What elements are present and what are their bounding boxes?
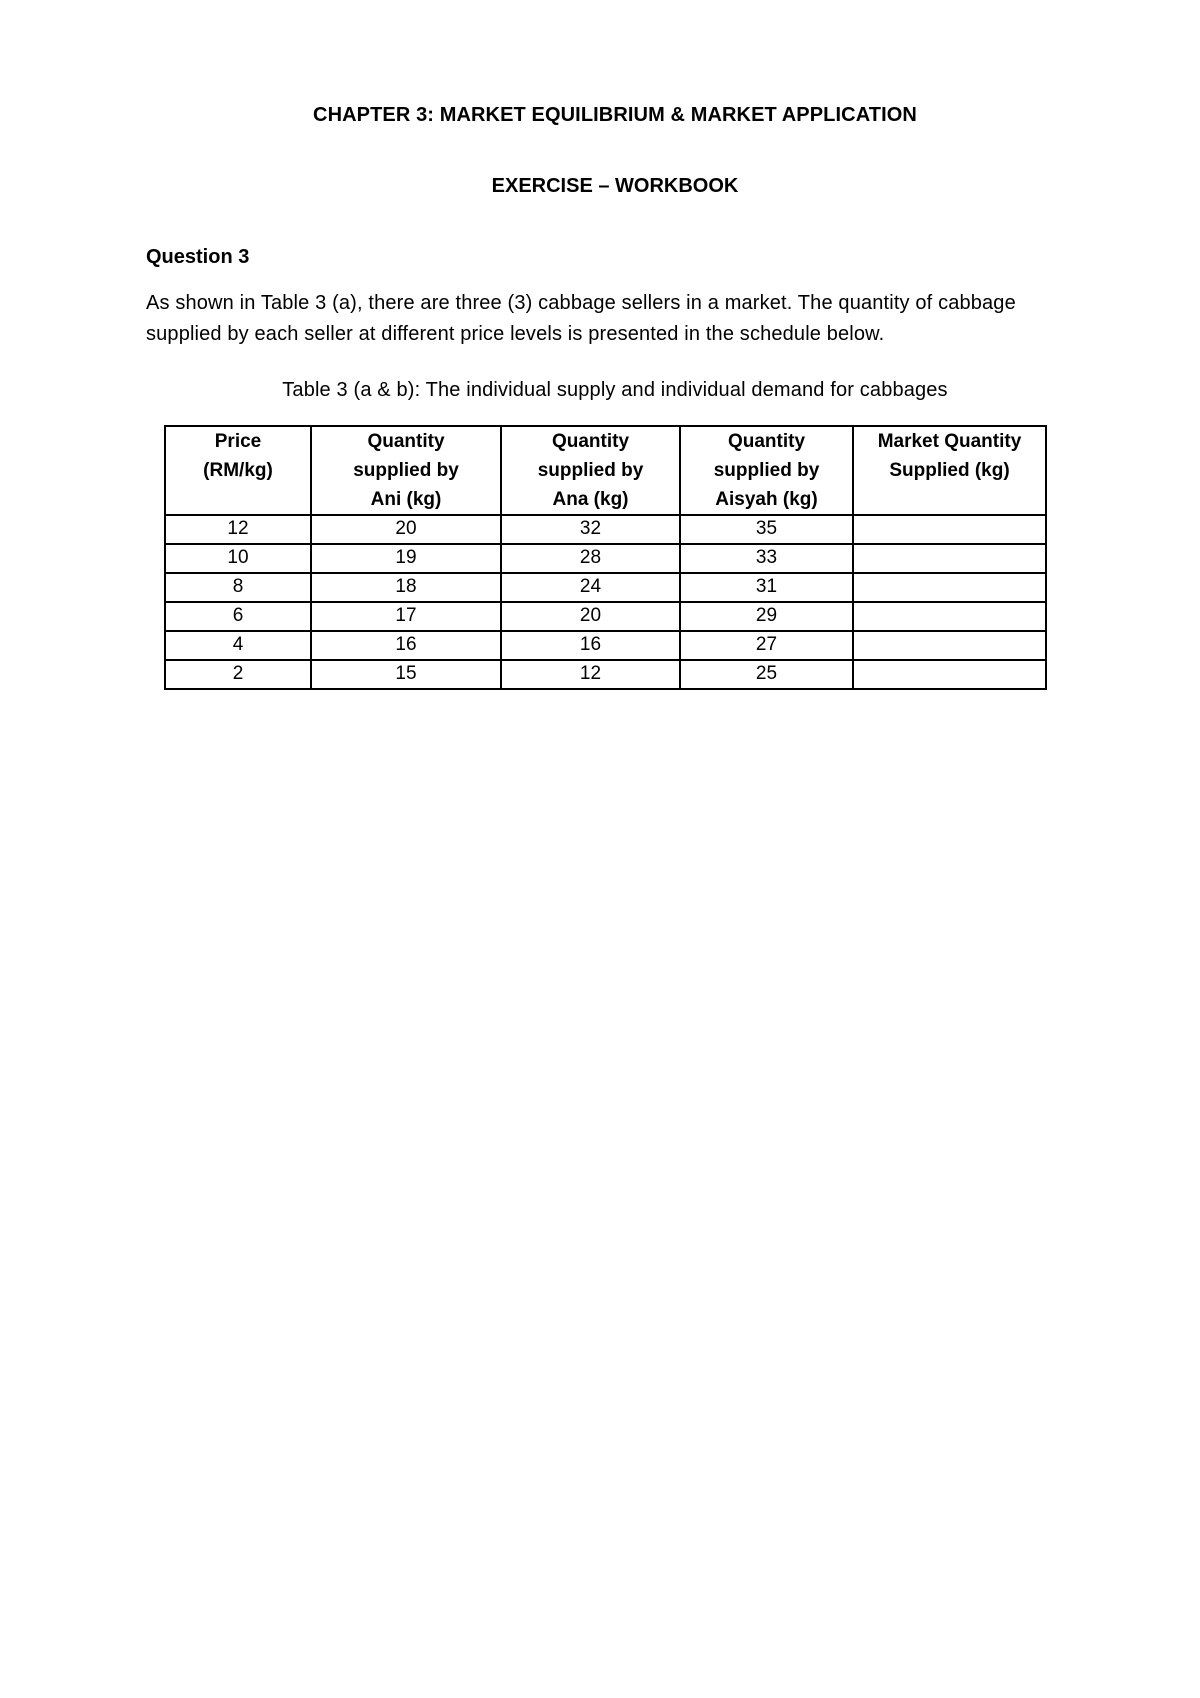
header-aisyah-line3: Aisyah (kg) [715,489,818,510]
header-ani-line3: Ani (kg) [370,489,442,510]
cell-market [853,602,1046,631]
header-ani-line2: supplied by [353,460,459,481]
cell-ani: 19 [311,544,501,573]
cell-market [853,660,1046,689]
cell-aisyah: 25 [680,660,853,689]
cell-price: 4 [165,631,311,660]
header-aisyah [680,426,853,515]
table-row [165,544,1046,573]
header-ana [501,426,680,515]
header-ana-line1: Quantity [551,431,630,452]
header-ana-line3: Ana (kg) [552,489,629,510]
header-aisyah-line1: Quantity [727,431,806,452]
header-price [165,426,311,515]
supply-table [164,425,1047,690]
cell-price: 8 [165,573,311,602]
cell-price: 2 [165,660,311,689]
cell-price: 10 [165,544,311,573]
cell-aisyah: 35 [680,515,853,544]
cell-ana: 32 [501,515,680,544]
header-market-line1: Market Quantity [877,431,1022,452]
cell-ana: 12 [501,660,680,689]
cell-aisyah: 31 [680,573,853,602]
cell-ani: 17 [311,602,501,631]
table-row [165,602,1046,631]
table-row [165,573,1046,602]
cell-aisyah: 29 [680,602,853,631]
header-ani-line1: Quantity [367,431,445,452]
cell-price: 12 [165,515,311,544]
cell-ana: 24 [501,573,680,602]
cell-market [853,544,1046,573]
cell-ani: 16 [311,631,501,660]
cell-ana: 28 [501,544,680,573]
cell-market [853,631,1046,660]
cell-ana: 20 [501,602,680,631]
chapter-title: CHAPTER 3: MARKET EQUILIBRIUM & MARKET APPLICATION [313,104,917,126]
cell-market [853,573,1046,602]
table-caption: Table 3 (a & b): The individual supply and individual demand for cabbages [282,379,948,401]
cell-aisyah: 27 [680,631,853,660]
question-label: Question 3 [146,246,250,268]
header-market [853,426,1046,515]
cell-ana: 16 [501,631,680,660]
cell-aisyah: 33 [680,544,853,573]
header-price-line1: Price [214,431,262,452]
cell-ani: 20 [311,515,501,544]
cell-ani: 18 [311,573,501,602]
table-row [165,660,1046,689]
exercise-title: EXERCISE – WORKBOOK [491,175,739,197]
header-price-line2: (RM/kg) [203,460,273,481]
header-ani [311,426,501,515]
question-text: As shown in Table 3 (a), there are three (3) cabbage sellers in a market. The quantity of cabbage supplied by each seller at different price levels is presented in the schedule below. [146,292,1016,345]
cell-ani: 15 [311,660,501,689]
cell-market [853,515,1046,544]
header-ana-line2: supplied by [537,460,644,481]
cell-price: 6 [165,602,311,631]
header-aisyah-line2: supplied by [713,460,820,481]
table-header-row [165,426,1046,515]
table-row [165,631,1046,660]
table-row [165,515,1046,544]
header-market-line2: Supplied (kg) [889,460,1010,481]
